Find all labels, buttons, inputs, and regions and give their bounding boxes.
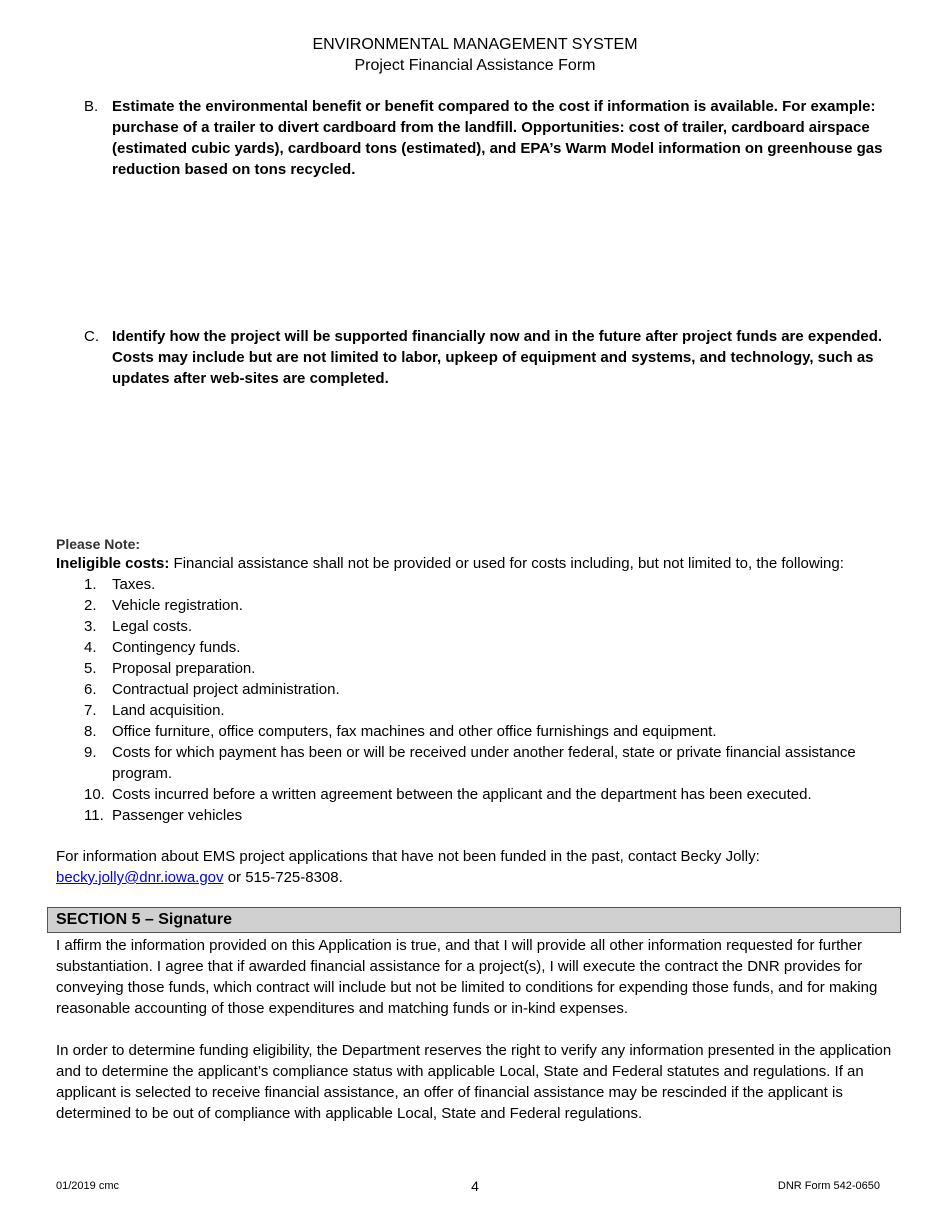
- list-item: [84, 784, 904, 805]
- list-item-number: 1.: [84, 576, 97, 593]
- contact-phone-text: or 515-725-8308.: [223, 869, 343, 886]
- ineligible-costs-intro: [56, 553, 916, 574]
- footer-form-number: DNR Form 542-0650: [777, 1180, 880, 1192]
- list-item-number: 4.: [84, 639, 97, 656]
- question-c: [84, 326, 894, 389]
- list-item-text: Costs for which payment has been or will be received under another federal, state or private financial assistance program.: [112, 744, 856, 782]
- list-item-number: 11.: [84, 807, 104, 824]
- list-item-number: 2.: [84, 597, 97, 614]
- contact-info: [56, 846, 916, 888]
- list-item-text: Passenger vehicles: [112, 807, 243, 824]
- question-c-text: Identify how the project will be supported financially now and in the future after project funds are expended. Costs may include but are not limited to labor, upkeep of equipment and systems, and technology, such as updates after web-sites are completed.: [112, 328, 883, 387]
- list-item-text: Proposal preparation.: [112, 660, 256, 677]
- header-title: ENVIRONMENTAL MANAGEMENT SYSTEM: [312, 36, 638, 53]
- question-b-letter: B.: [84, 98, 99, 115]
- list-item-text: Taxes.: [112, 576, 156, 593]
- list-item-number: 6.: [84, 681, 97, 698]
- list-item-text: Office furniture, office computers, fax machines and other office furnishings and equipment.: [112, 723, 717, 740]
- section-5-header: SECTION 5 – Signature: [47, 907, 901, 933]
- list-item-text: Costs incurred before a written agreement between the applicant and the department has been executed.: [112, 786, 812, 803]
- contact-email-link[interactable]: becky.jolly@dnr.iowa.gov: [56, 869, 224, 886]
- ineligible-label: Ineligible costs:: [56, 555, 170, 572]
- footer-revision: 01/2019 cmc: [56, 1180, 119, 1192]
- list-item-number: 9.: [84, 744, 97, 761]
- question-b-text: Estimate the environmental benefit or benefit compared to the cost if information is available. For example: purchase of a trailer to divert cardboard from the landfill. Opportunities: cost of trailer, cardboard airspace (estimated cubic yards), cardboard tons (estimated), and EPA’s Warm Model information on greenhouse gas reduction based on tons recycled.: [112, 98, 883, 178]
- list-item-text: Contractual project administration.: [112, 681, 340, 698]
- footer-page-number: 4: [471, 1178, 479, 1194]
- list-item: [84, 679, 904, 700]
- list-item-number: 7.: [84, 702, 97, 719]
- list-item-text: Contingency funds.: [112, 639, 241, 656]
- list-item: [84, 574, 904, 595]
- affirmation-paragraph: I affirm the information provided on this Application is true, and that I will provide all other information requested for further substantiation. I agree that if awarded financial assistance for a project(s), I will execute the contract the DNR provides for conveying those funds, which contract will include but not be limited to conditions for expending those funds, and for making reasonable accounting of those expenditures and matching funds or in-kind expenses.: [56, 937, 878, 1017]
- ineligible-costs-list: [84, 574, 904, 826]
- note-title: Please Note:: [56, 536, 141, 552]
- list-item: [84, 637, 904, 658]
- list-item-number: 5.: [84, 660, 97, 677]
- list-item: [84, 742, 904, 784]
- eligibility-paragraph: In order to determine funding eligibility, the Department reserves the right to verify any information presented in the application and to determine the applicant’s compliance status with applicable Local, State and Federal statutes and regulations. If an applicant is selected to receive financial assistance, an offer of financial assistance may be rescinded if the applicant is determined to be out of compliance with applicable Local, State and Federal regulations.: [56, 1042, 892, 1122]
- list-item-number: 3.: [84, 618, 97, 635]
- list-item: [84, 595, 904, 616]
- question-b: [84, 96, 894, 180]
- list-item-number: 8.: [84, 723, 97, 740]
- header-subtitle: Project Financial Assistance Form: [354, 57, 596, 74]
- list-item-text: Vehicle registration.: [112, 597, 243, 614]
- ineligible-text: Financial assistance shall not be provided or used for costs including, but not limited to, the following:: [169, 555, 844, 572]
- list-item: [84, 616, 904, 637]
- list-item-text: Land acquisition.: [112, 702, 225, 719]
- list-item: [84, 658, 904, 679]
- contact-text: For information about EMS project applications that have not been funded in the past, contact Becky Jolly:: [56, 848, 760, 865]
- page-header: [0, 34, 950, 76]
- list-item-number: 10.: [84, 786, 105, 803]
- question-c-letter: C.: [84, 328, 99, 345]
- list-item: [84, 721, 904, 742]
- list-item: [84, 805, 904, 826]
- list-item: [84, 700, 904, 721]
- list-item-text: Legal costs.: [112, 618, 193, 635]
